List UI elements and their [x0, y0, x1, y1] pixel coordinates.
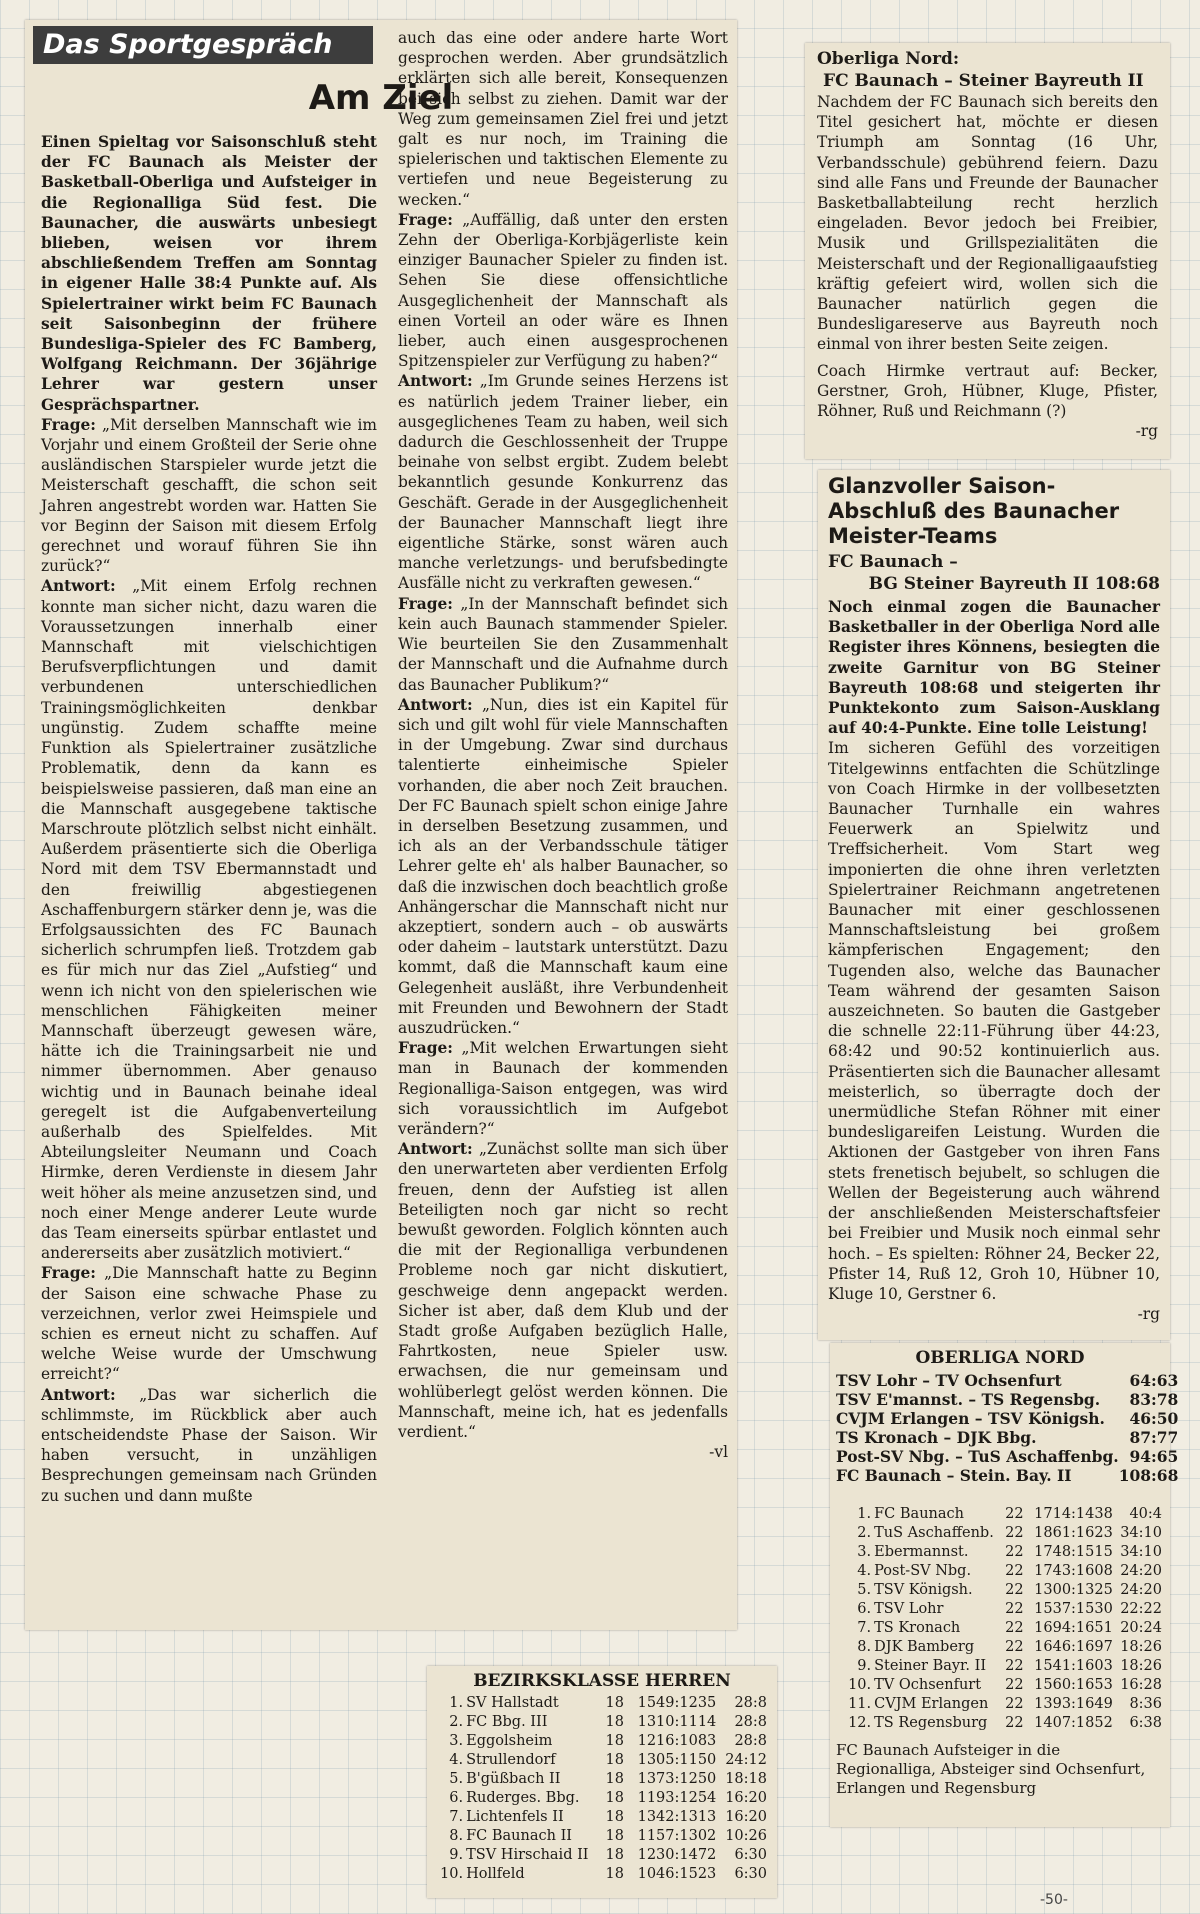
table-points: 28:8 [734, 1714, 767, 1730]
table-row [437, 1751, 767, 1770]
table-points: 6:30 [734, 1847, 767, 1863]
result-row [836, 1466, 1178, 1485]
table-baskets: 1393:1649 [1034, 1696, 1113, 1712]
table-team: SV Hallstadt [466, 1695, 559, 1711]
article-column-1 [41, 132, 377, 1506]
table-games: 22 [1005, 1582, 1024, 1598]
table-team: Eggolsheim [466, 1733, 553, 1749]
table-rank: 2. [857, 1525, 872, 1541]
table-row [437, 1713, 767, 1732]
interview-paragraph [398, 1038, 728, 1139]
table-row [846, 1505, 1162, 1524]
table-team: TV Ochsenfurt [874, 1677, 982, 1693]
table-games: 18 [605, 1866, 624, 1882]
oberliga-clipping [830, 1343, 1179, 1827]
report-body: Im sicheren Gefühl des vorzeitigen Titelgewinns entfachten die Schützlinge von Coach Hirmke in der vollbesetzten Baunacher Turnhalle ein wahres Feuerwerk an Spielwitz und Treffsicherheit. Vom Start weg imponierten die ohne ihren verletzten Spielertrainer Reichmann angetretenen Baunacher mit einer geschlossenen Mannschaftsleistung bei großem kämpferischen Engagement; den Tugenden also, welche das Baunacher Team während der gesamten Saison auszeichneten. So bauten die Gastgeber die schnelle 22:11-Führung über 44:23, 68:42 und 90:52 kontinuierlich aus. Präsentierten sich die Baunacher allesamt meisterlich, so überragte doch der unermüdliche Stefan Röhner mit einer bundesligareifen Leistung. Wurden die Aktionen der Gastgeber von ihren Fans stets frenetisch bejubelt, so schlugen die Wellen der Begeisterung auch während der anschließenden Meisterschaftsfeier bei Freibier und Musik noch einmal sehr hoch. – Es spielten: Röhner 24, Becker 22, Pfister 14, Ruß 12, Groh 10, Hübner 10, Kluge 10, Gerstner 6. [828, 739, 1160, 1303]
table-baskets: 1743:1608 [1034, 1563, 1113, 1579]
interview-paragraph [398, 28, 728, 210]
result-row [836, 1447, 1178, 1466]
table-games: 18 [605, 1752, 624, 1768]
table-baskets: 1407:1852 [1034, 1715, 1113, 1731]
table-games: 22 [1005, 1658, 1024, 1674]
table-baskets: 1310:1114 [637, 1714, 717, 1730]
table-row [437, 1789, 767, 1808]
table-games: 18 [605, 1809, 624, 1825]
report-team2: BG Steiner Bayreuth II 108:68 [868, 574, 1160, 594]
speaker-label: Frage: [398, 1039, 453, 1058]
table-team: FC Baunach II [466, 1828, 573, 1844]
table-row [846, 1695, 1162, 1714]
table-baskets: 1646:1697 [1034, 1639, 1113, 1655]
result-score: 87:77 [1129, 1428, 1179, 1447]
table-row [846, 1676, 1162, 1695]
result-match: TSV E'mannst. – TS Regensbg. [836, 1390, 1101, 1409]
table-games: 18 [605, 1828, 624, 1844]
table-points: 34:10 [1120, 1525, 1162, 1541]
result-row [836, 1428, 1178, 1447]
interview-paragraph [41, 1385, 377, 1506]
table-baskets: 1305:1150 [637, 1752, 717, 1768]
result-score: 46:50 [1129, 1409, 1179, 1428]
table-rank: 9. [449, 1847, 464, 1863]
interview-paragraph [41, 1263, 377, 1384]
table-row [846, 1600, 1162, 1619]
page-number: -50- [1040, 1892, 1068, 1908]
result-row [836, 1371, 1178, 1390]
table-row [846, 1714, 1162, 1733]
table-rank: 6. [449, 1790, 464, 1806]
table-points: 16:20 [725, 1809, 767, 1825]
paragraph-text: „Die Mannschaft hatte zu Beginn der Saison eine schwache Phase zu verzeichnen, verlor zwei Heimspiele und schien es erneut nicht zu schaffen. Auf welche Weise wurde der Umschwung erreicht?“ [41, 1264, 377, 1384]
result-score: 108:68 [1118, 1466, 1179, 1485]
table-row [437, 1827, 767, 1846]
table-row [846, 1581, 1162, 1600]
table-rank: 10. [848, 1677, 872, 1693]
report-lead: Noch einmal zogen die Baunacher Basketballer in der Oberliga Nord alle Register ihres Könnens, besiegten die zweite Garnitur von BG Steiner Bayreuth 108:68 und steigerten ihr Punktekonto zum Saison-Ausklang auf 40:4-Punkte. Eine tolle Leistung! [828, 598, 1160, 738]
interview-col1 [41, 415, 377, 1506]
table-points: 18:26 [1120, 1639, 1162, 1655]
table-baskets: 1549:1235 [637, 1695, 717, 1711]
result-match: TSV Lohr – TV Ochsenfurt [836, 1371, 1062, 1390]
preview-coach: Coach Hirmke vertraut auf: Becker, Gerstner, Groh, Hübner, Kluge, Pfister, Röhner, Ruß und Reichmann (?) [817, 361, 1158, 421]
speaker-label: Antwort: [41, 577, 116, 596]
table-row [437, 1808, 767, 1827]
table-baskets: 1157:1302 [637, 1828, 717, 1844]
table-baskets: 1537:1530 [1034, 1601, 1113, 1617]
table-team: Hollfeld [466, 1866, 525, 1882]
table-rank: 4. [857, 1563, 872, 1579]
interview-paragraph [41, 576, 377, 1263]
table-points: 24:12 [725, 1752, 767, 1768]
table-team: CVJM Erlangen [874, 1696, 989, 1712]
table-team: TS Regensburg [874, 1715, 988, 1731]
article-title: Am Ziel [308, 78, 454, 118]
paragraph-text: „Auffällig, daß unter den ersten Zehn der Oberliga-Korbjägerliste kein einziger Baunacher Spieler zu finden ist. Sehen Sie diese offensichtliche Ausgeglichenheit der Mannschaft als einen Vorteil an oder wäre es Ihnen lieber, auch einen ausgesprochenen Spitzenspieler zur Verfügung zu haben?“ [398, 210, 728, 371]
table-games: 22 [1005, 1696, 1024, 1712]
speaker-label: Frage: [398, 210, 453, 229]
table-row [437, 1846, 767, 1865]
interview-paragraph [398, 594, 728, 695]
table-points: 8:36 [1129, 1696, 1162, 1712]
table-rank: 11. [848, 1696, 872, 1712]
table-games: 22 [1005, 1601, 1024, 1617]
table-points: 6:30 [734, 1866, 767, 1882]
paragraph-text: „Mit welchen Erwartungen sieht man in Baunach der kommenden Regionalliga-Saison entgegen, was wird sich voraussichtlich im Aufgebot verändern?“ [398, 1039, 728, 1138]
table-baskets: 1046:1523 [637, 1866, 717, 1882]
table-team: FC Bbg. III [466, 1714, 548, 1730]
table-baskets: 1714:1438 [1034, 1506, 1113, 1522]
table-games: 22 [1005, 1620, 1024, 1636]
paragraph-text: „Im Grunde seines Herzens ist es natürlich jedem Trainer lieber, ein ausgeglichenes Team zu haben, weil sich dadurch die Geschlossenheit der Truppe beinahe von selbst ergibt. Zudem belebt bekanntlich gesunde Konkurrenz das Geschäft. Gerade in der Ausgeglichenheit der Baunacher Mannschaft liegt ihre eigentliche Stärke, sonst wären auch manche verletzungs- und berufsbedingte Ausfälle nicht zu verkraften gewesen.“ [398, 372, 728, 593]
table-rank: 3. [449, 1733, 464, 1749]
table-baskets: 1861:1623 [1034, 1525, 1113, 1541]
table-baskets: 1748:1515 [1034, 1544, 1113, 1560]
bezirk-table [437, 1694, 767, 1884]
paragraph-text: „Mit einem Erfolg rechnen konnte man sicher nicht, dazu waren die Voraussetzungen innerhalb einer Mannschaft mit vielschichtigen Berufsverpflichtungen und damit verbundenen unterschiedlichen Trainingsmöglichkeiten denkbar ungünstig. Zudem schaffte meine Funktion als Spielertrainer zusätzliche Problematik, denn da kann es beispielsweise passieren, daß man eine an die Mannschaft ausgegebene taktische Marschroute plötzlich selbst nicht einhält. Außerdem präsentierte sich die Oberliga Nord mit dem TSV Ebermannstadt und den freiwillig abgestiegenen Aschaffenburgern stärker denn je, was die Erfolgsaussichten des FC Baunach sicherlich schrumpfen ließ. Trotzdem gab es für mich nur das Ziel „Aufstieg“ und wenn ich nicht von den spielerischen wie menschlichen Fähigkeiten meiner Mannschaft überzeugt gewesen wäre, hätte ich die Trainingsarbeit nie und nimmer übernommen. Aber genauso wichtig und in Baunach beinahe ideal geregelt ist die Aufgabenverteilung außerhalb des Spielfeldes. Mit Abteilungsleiter Neumann und Coach Hirmke, deren Verdienste in diesem Jahr weit höher als meine anzusetzen sind, und noch einer Menge anderer Leute wurde das Team einerseits spürbar entlastet und andererseits aber zusätzlich motiviert.“ [41, 577, 377, 1263]
paragraph-text: „In der Mannschaft befindet sich kein auch Baunach stammender Spieler. Wie beurteilen Sie den Zusammenhalt der Mannschaft und die Aufnahme durch das Baunacher Publikum?“ [398, 594, 728, 694]
interview-col2 [398, 28, 728, 1442]
table-row [437, 1732, 767, 1751]
table-team: DJK Bamberg [874, 1639, 975, 1655]
paragraph-text: „Mit derselben Mannschaft wie im Vorjahr und einem Großteil der Serie ohne ausländischen Starspieler wurde jetzt die Meisterschaft geschafft, die schon seit Jahren angestrebt worden war. Hatten Sie vor Beginn der Saison mit diesem Erfolg gerechnet und worauf führen Sie ihn zurück?“ [41, 415, 377, 576]
table-rank: 3. [857, 1544, 872, 1560]
table-row [846, 1619, 1162, 1638]
preview-body: Nachdem der FC Baunach sich bereits den Titel gesichert hat, möchte er diesen Triumph am Sonntag (16 Uhr, Verbandsschule) gebührend feiern. Dazu sind alle Fans und Freunde der Baunacher Basketballabteilung recht herzlich eingeladen. Bevor jedoch bei Freibier, Musik und Grillspezialitäten die Meisterschaft und der Regionalligaaufstieg kräftig gefeiert wird, wollen sich die Baunacher natürlich gegen die Bundesligareserve aus Bayreuth noch einmal von ihrer besten Seite zeigen. [817, 93, 1158, 354]
preview-clipping [805, 43, 1170, 459]
table-baskets: 1193:1254 [637, 1790, 717, 1806]
table-baskets: 1373:1250 [637, 1771, 717, 1787]
table-team: TSV Hirschaid II [466, 1847, 589, 1863]
table-rank: 1. [449, 1695, 464, 1711]
report-team1: FC Baunach – [828, 552, 958, 572]
table-games: 18 [605, 1733, 624, 1749]
table-points: 6:38 [1129, 1715, 1162, 1731]
result-row [836, 1390, 1178, 1409]
interview-paragraph [398, 371, 728, 593]
article-lead: Einen Spieltag vor Saisonschluß steht der FC Baunach als Meister der Basketball-Oberliga und Aufsteiger in die Regionalliga Süd fest. Die Baunacher, die auswärts unbesiegt blieben, weisen vor ihrem abschließendem Treffen am Sonntag in eigener Halle 38:4 Punkte auf. Als Spielertrainer wirkt beim FC Baunach seit Saisonbeginn der frühere Bundesliga-Spieler des FC Bamberg, Wolfgang Reichmann. Der 36jährige Lehrer war gestern unser Gesprächspartner. [41, 133, 377, 414]
table-team: TS Kronach [874, 1620, 961, 1636]
table-rank: 1. [857, 1506, 872, 1522]
table-rank: 10. [440, 1866, 464, 1882]
speaker-label: Frage: [398, 594, 453, 613]
interview-clipping [25, 20, 737, 1630]
table-games: 18 [605, 1771, 624, 1787]
table-team: TuS Aschaffenb. [874, 1525, 994, 1541]
article-signature: -vl [709, 1443, 728, 1462]
table-games: 18 [605, 1695, 624, 1711]
interview-paragraph [398, 1139, 728, 1442]
table-team: TSV Lohr [874, 1601, 944, 1617]
table-rank: 5. [449, 1771, 464, 1787]
table-row [846, 1657, 1162, 1676]
table-baskets: 1230:1472 [637, 1847, 717, 1863]
result-score: 83:78 [1129, 1390, 1179, 1409]
table-points: 40:4 [1129, 1506, 1162, 1522]
table-baskets: 1560:1653 [1034, 1677, 1113, 1693]
table-row [437, 1694, 767, 1713]
speaker-label: Frage: [41, 415, 96, 434]
table-team: Lichtenfels II [466, 1809, 564, 1825]
table-baskets: 1694:1651 [1034, 1620, 1113, 1636]
table-points: 24:20 [1120, 1582, 1162, 1598]
kicker-label: Das Sportgespräch [33, 26, 373, 64]
results-table [836, 1371, 1178, 1485]
table-points: 16:28 [1120, 1677, 1162, 1693]
table-games: 22 [1005, 1677, 1024, 1693]
table-rank: 5. [857, 1582, 872, 1598]
standings-table [846, 1505, 1162, 1733]
table-games: 22 [1005, 1563, 1024, 1579]
speaker-label: Antwort: [41, 1385, 116, 1404]
table-rank: 9. [857, 1658, 872, 1674]
result-score: 94:65 [1129, 1447, 1179, 1466]
table-team: Steiner Bayr. II [874, 1658, 987, 1674]
table-team: FC Baunach [874, 1506, 964, 1522]
preview-match: FC Baunach – Steiner Bayreuth II [823, 71, 1144, 91]
result-match: CVJM Erlangen – TSV Königsh. [836, 1409, 1105, 1428]
paragraph-text: auch das eine oder andere harte Wort gesprochen werden. Aber grundsätzlich erklärten sich alle bereit, Konsequenzen bei sich selbst zu ziehen. Damit war der Weg zum gemeinsamen Ziel frei und jetzt galt es nur noch, im Training die spielerischen und taktischen Elemente zu vertiefen und neue Begeisterung zu wecken.“ [398, 29, 728, 209]
speaker-label: Antwort: [398, 1140, 473, 1159]
result-match: FC Baunach – Stein. Bay. II [836, 1466, 1072, 1485]
bezirk-clipping [427, 1666, 777, 1898]
interview-paragraph [398, 210, 728, 372]
table-row [437, 1865, 767, 1884]
table-row [846, 1524, 1162, 1543]
preview-heading: Oberliga Nord: [817, 49, 960, 69]
table-team: Ebermannst. [874, 1544, 969, 1560]
table-team: Strullendorf [466, 1752, 556, 1768]
report-clipping [818, 470, 1170, 1340]
table-row [846, 1543, 1162, 1562]
table-games: 22 [1005, 1639, 1024, 1655]
table-rank: 6. [857, 1601, 872, 1617]
table-baskets: 1541:1603 [1034, 1658, 1113, 1674]
paragraph-text: „Das war sicherlich die schlimmste, im Rückblick aber auch entscheidendste Phase der Saison. Wir haben versucht, in unzähligen Besprechungen gemeinsam nach Gründen zu suchen und dann mußte [41, 1385, 377, 1505]
table-points: 18:26 [1120, 1658, 1162, 1674]
table-baskets: 1342:1313 [637, 1809, 717, 1825]
report-headline: Glanzvoller Saison-Abschluß des Baunacher Meister-Teams [828, 474, 1120, 548]
table-team: TSV Königsh. [874, 1582, 973, 1598]
interview-paragraph [41, 415, 377, 577]
table-points: 34:10 [1120, 1544, 1162, 1560]
result-row [836, 1409, 1178, 1428]
table-team: B'güßbach II [466, 1771, 561, 1787]
table-games: 18 [605, 1790, 624, 1806]
article-column-2 [398, 28, 728, 1462]
table-points: 28:8 [734, 1733, 767, 1749]
table-points: 22:22 [1120, 1601, 1162, 1617]
table-rank: 8. [857, 1639, 872, 1655]
table-row [437, 1770, 767, 1789]
table-baskets: 1300:1325 [1034, 1582, 1113, 1598]
table-games: 18 [605, 1847, 624, 1863]
result-match: TS Kronach – DJK Bbg. [836, 1428, 1037, 1447]
table-games: 22 [1005, 1506, 1024, 1522]
table-points: 28:8 [734, 1695, 767, 1711]
table-rank: 7. [449, 1809, 464, 1825]
paragraph-text: „Nun, dies ist ein Kapitel für sich und gilt wohl für viele Mannschaften in der Umgebung. Zwar sind durchaus talentierte einheimische Spieler vorhanden, die aber noch Zeit brauchen. Der FC Baunach spielt schon einige Jahre in derselben Besetzung zusammen, und ich als an der Verbandsschule tätiger Lehrer gelte eh' als halber Baunacher, so daß die inzwischen doch beachtlich große Anhängerschar die Mannschaft nicht nur akzeptiert, sondern auch – ob auswärts oder daheim – lautstark unterstützt. Dazu kommt, daß die Mannschaft kaum eine Gelegenheit ausläßt, ihre Verbundenheit mit Freunden und Bewohnern der Stadt auszudrücken.“ [398, 695, 728, 1037]
table-rank: 12. [848, 1715, 872, 1731]
table-row [846, 1638, 1162, 1657]
speaker-label: Antwort: [398, 695, 473, 714]
table-rank: 2. [449, 1714, 464, 1730]
bezirk-title: BEZIRKSKLASSE HERREN [473, 1671, 731, 1691]
table-team: Post-SV Nbg. [874, 1563, 972, 1579]
paragraph-text: „Zunächst sollte man sich über den unerwarteten aber verdienten Erfolg freuen, denn der Aufstieg ist allen Beteiligten noch gar nicht so recht bewußt geworden. Folglich könnten auch die mit der Regionalliga verbundenen Probleme noch gar nicht diskutiert, geschweige denn angepackt werden. Sicher ist aber, daß dem Klub und der Stadt große Aufgaben bezüglich Halle, Fahrtkosten, neue Spieler usw. erwachsen, die nur gemeinsam und wohlüberlegt gelöst werden können. Die Mannschaft, meine ich, hat es jedenfalls verdient.“ [398, 1140, 728, 1442]
table-team: Ruderges. Bbg. [466, 1790, 580, 1806]
speaker-label: Frage: [41, 1264, 96, 1283]
table-games: 22 [1005, 1715, 1024, 1731]
table-points: 10:26 [725, 1828, 767, 1844]
table-baskets: 1216:1083 [637, 1733, 717, 1749]
table-rank: 7. [857, 1620, 872, 1636]
table-rank: 8. [449, 1828, 464, 1844]
table-games: 22 [1005, 1544, 1024, 1560]
table-points: 24:20 [1120, 1563, 1162, 1579]
table-rank: 4. [449, 1752, 464, 1768]
table-games: 18 [605, 1714, 624, 1730]
oberliga-note: FC Baunach Aufsteiger in die Regionalliga, Absteiger sind Ochsenfurt, Erlangen und Regensburg [836, 1741, 1146, 1797]
table-points: 18:18 [725, 1771, 767, 1787]
table-points: 20:24 [1120, 1620, 1162, 1636]
report-signature: -rg [1137, 1305, 1160, 1324]
table-games: 22 [1005, 1525, 1024, 1541]
table-row [846, 1562, 1162, 1581]
preview-signature: -rg [1135, 422, 1158, 441]
result-score: 64:63 [1129, 1371, 1179, 1390]
table-points: 16:20 [725, 1790, 767, 1806]
result-match: Post-SV Nbg. – TuS Aschaffenbg. [836, 1447, 1119, 1466]
interview-paragraph [398, 695, 728, 1038]
speaker-label: Antwort: [398, 372, 473, 391]
oberliga-title: OBERLIGA NORD [915, 1348, 1085, 1368]
